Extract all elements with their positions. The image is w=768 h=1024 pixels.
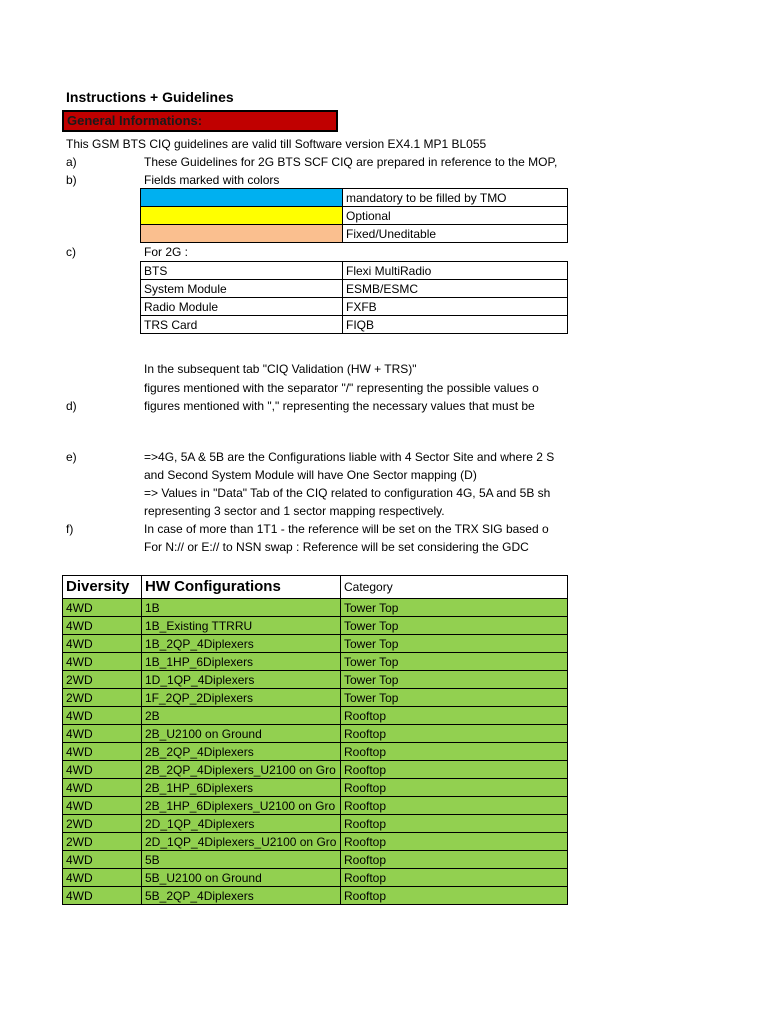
legend-row-optional: [141, 207, 568, 225]
table-row: [63, 653, 568, 671]
legend-label-fixed[interactable]: Fixed/Uneditable: [343, 225, 568, 243]
diversity-cell[interactable]: 4WD: [63, 635, 142, 653]
header-category[interactable]: Category: [341, 576, 568, 599]
table-row: [63, 779, 568, 797]
legend-swatch-fixed[interactable]: [141, 225, 343, 243]
header-diversity[interactable]: Diversity: [63, 576, 142, 599]
diversity-cell[interactable]: 4WD: [63, 797, 142, 815]
color-legend-table: [140, 188, 568, 243]
table-row: [63, 815, 568, 833]
diversity-cell[interactable]: 4WD: [63, 599, 142, 617]
hw-config-cell[interactable]: 1B_1HP_6Diplexers: [142, 653, 341, 671]
item-f-line2: For N:// or E:// to NSN swap : Reference will be set considering the GDC: [144, 540, 529, 554]
category-cell[interactable]: Tower Top: [341, 671, 568, 689]
hw-configurations-table: [62, 575, 568, 905]
diversity-cell[interactable]: 4WD: [63, 707, 142, 725]
hw-config-cell[interactable]: 5B_2QP_4Diplexers: [142, 887, 341, 905]
diversity-cell[interactable]: 4WD: [63, 653, 142, 671]
item-e-line3: => Values in "Data" Tab of the CIQ related to configuration 4G, 5A and 5B sh: [144, 486, 551, 500]
diversity-cell[interactable]: 4WD: [63, 887, 142, 905]
item-c-text: For 2G :: [144, 245, 189, 259]
table-row: [63, 725, 568, 743]
item-a-text: These Guidelines for 2G BTS SCF CIQ are prepared in reference to the MOP,: [144, 155, 558, 169]
table-row: [63, 689, 568, 707]
table-row: [63, 887, 568, 905]
table-row: [63, 617, 568, 635]
config-key[interactable]: System Module: [141, 280, 343, 298]
legend-row-mandatory: [141, 189, 568, 207]
diversity-cell[interactable]: 4WD: [63, 851, 142, 869]
table-row: [63, 743, 568, 761]
diversity-cell[interactable]: 4WD: [63, 617, 142, 635]
config-value[interactable]: Flexi MultiRadio: [343, 262, 568, 280]
diversity-cell[interactable]: 4WD: [63, 743, 142, 761]
category-cell[interactable]: Rooftop: [341, 725, 568, 743]
table-row: [63, 797, 568, 815]
item-d-line3: figures mentioned with "," representing the necessary values that must be: [144, 399, 535, 413]
category-cell[interactable]: Rooftop: [341, 869, 568, 887]
legend-label-mandatory[interactable]: mandatory to be filled by TMO: [343, 189, 568, 207]
item-b-letter: b): [66, 173, 77, 187]
diversity-cell[interactable]: 2WD: [63, 815, 142, 833]
hw-config-cell[interactable]: 1F_2QP_2Diplexers: [142, 689, 341, 707]
header-hw-configurations[interactable]: HW Configurations: [142, 576, 341, 599]
hw-config-cell[interactable]: 1B_Existing TTRRU: [142, 617, 341, 635]
category-cell[interactable]: Rooftop: [341, 887, 568, 905]
hw-config-cell[interactable]: 2B: [142, 707, 341, 725]
hw-config-cell[interactable]: 2D_1QP_4Diplexers_U2100 on Gro: [142, 833, 341, 851]
category-cell[interactable]: Tower Top: [341, 653, 568, 671]
config-value[interactable]: FIQB: [343, 316, 568, 334]
table-row: [63, 599, 568, 617]
hw-config-cell[interactable]: 5B_U2100 on Ground: [142, 869, 341, 887]
category-cell[interactable]: Tower Top: [341, 599, 568, 617]
config-2g-table: [140, 261, 568, 334]
config-value[interactable]: ESMB/ESMC: [343, 280, 568, 298]
category-cell[interactable]: Rooftop: [341, 833, 568, 851]
category-cell[interactable]: Rooftop: [341, 743, 568, 761]
hw-table-body: [63, 599, 568, 905]
category-cell[interactable]: Tower Top: [341, 635, 568, 653]
hw-config-cell[interactable]: 2B_U2100 on Ground: [142, 725, 341, 743]
config-key[interactable]: TRS Card: [141, 316, 343, 334]
hw-config-cell[interactable]: 2B_2QP_4Diplexers_U2100 on Gro: [142, 761, 341, 779]
diversity-cell[interactable]: 4WD: [63, 779, 142, 797]
item-b-text: Fields marked with colors: [144, 173, 280, 187]
category-cell[interactable]: Tower Top: [341, 689, 568, 707]
table-row: [63, 851, 568, 869]
item-e-letter: e): [66, 450, 77, 464]
diversity-cell[interactable]: 2WD: [63, 833, 142, 851]
table-row: [63, 635, 568, 653]
legend-swatch-optional[interactable]: [141, 207, 343, 225]
diversity-cell[interactable]: 4WD: [63, 761, 142, 779]
item-d-letter: d): [66, 399, 77, 413]
hw-config-cell[interactable]: 2D_1QP_4Diplexers: [142, 815, 341, 833]
diversity-cell[interactable]: 4WD: [63, 869, 142, 887]
table-header-row: [63, 576, 568, 599]
config-key[interactable]: BTS: [141, 262, 343, 280]
hw-config-cell[interactable]: 2B_1HP_6Diplexers: [142, 779, 341, 797]
table-row: [63, 833, 568, 851]
category-cell[interactable]: Rooftop: [341, 707, 568, 725]
diversity-cell[interactable]: 2WD: [63, 689, 142, 707]
item-d-line2: figures mentioned with the separator "/" representing the possible values o: [144, 381, 539, 395]
category-cell[interactable]: Rooftop: [341, 851, 568, 869]
item-f-letter: f): [66, 522, 74, 536]
hw-config-cell[interactable]: 2B_2QP_4Diplexers: [142, 743, 341, 761]
item-c-letter: c): [66, 245, 76, 259]
page-title: Instructions + Guidelines: [66, 89, 234, 105]
item-e-line2: and Second System Module will have One Sector mapping (D): [144, 468, 477, 482]
diversity-cell[interactable]: 2WD: [63, 671, 142, 689]
table-row: [63, 869, 568, 887]
table-row: [63, 761, 568, 779]
hw-config-cell[interactable]: 1B: [142, 599, 341, 617]
config-value[interactable]: FXFB: [343, 298, 568, 316]
table-row: [63, 671, 568, 689]
legend-label-optional[interactable]: Optional: [343, 207, 568, 225]
legend-swatch-mandatory[interactable]: [141, 189, 343, 207]
category-cell[interactable]: Tower Top: [341, 617, 568, 635]
hw-config-cell[interactable]: 2B_1HP_6Diplexers_U2100 on Gro: [142, 797, 341, 815]
intro-text: This GSM BTS CIQ guidelines are valid till Software version EX4.1 MP1 BL055: [66, 137, 487, 151]
category-cell[interactable]: Rooftop: [341, 779, 568, 797]
item-e-line4: representing 3 sector and 1 sector mapping respectively.: [144, 504, 445, 518]
item-a-letter: a): [66, 155, 77, 169]
category-cell[interactable]: Rooftop: [341, 761, 568, 779]
config-key[interactable]: Radio Module: [141, 298, 343, 316]
legend-row-fixed: [141, 225, 568, 243]
hw-config-cell[interactable]: 1B_2QP_4Diplexers: [142, 635, 341, 653]
item-f-line1: In case of more than 1T1 - the reference will be set on the TRX SIG based o: [144, 522, 549, 536]
hw-config-cell[interactable]: 1D_1QP_4Diplexers: [142, 671, 341, 689]
category-cell[interactable]: Rooftop: [341, 815, 568, 833]
category-cell[interactable]: Rooftop: [341, 797, 568, 815]
item-d-line1: In the subsequent tab "CIQ Validation (HW + TRS)": [144, 362, 417, 376]
general-informations-header[interactable]: General Informations:: [62, 110, 338, 132]
table-row: [63, 707, 568, 725]
item-e-line1: =>4G, 5A & 5B are the Configurations liable with 4 Sector Site and where 2 S: [144, 450, 555, 464]
hw-config-cell[interactable]: 5B: [142, 851, 341, 869]
diversity-cell[interactable]: 4WD: [63, 725, 142, 743]
